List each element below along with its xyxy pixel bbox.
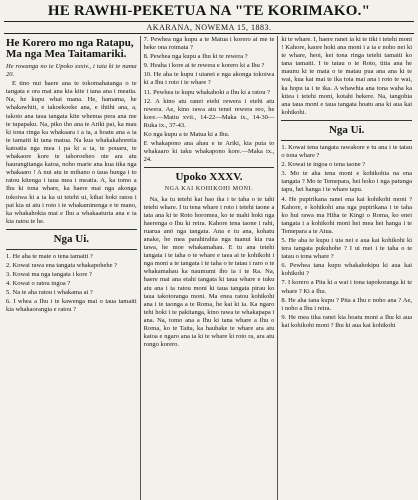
dateline: AKARANA, NOWEMA 15, 1883. xyxy=(4,21,414,34)
article-paragraph: E tino nui haere ana te tokomahatanga o te tangata e ora mai ana kia kite i tana ana i meatia. Na, he kupu whai mana. He, hamama, he whakawhiti, e takoekoeke ana, e ihiihi ana, a, takoto ana taua tangata kite whenua pera ana me te tupapaku. Na, piko iho ana te Ariki pai, ka mau ki tona ringa ka whakaara i a ia, a hoatu ana a ia te tamaiti ki tana matua. Na kua whakakahoretia katoatia nga mea i pa ki a ia, te pouaru, te whakaore kore te tahoroeheo ote ara atu haurangitanga katoa, noho marie ana kua tika nga whakaaro ! A nui atu te mihano o taua hunga i to ratou kitenga i taua mea i meatia. A, ka tomo a Ihu ki tona whare, ka haere mai nga akonga tokoiwa ki a ia ka ui tetehi ui, kihai hoki ratou i pai kia ui atu i roto i te whakaminenga e te mano, ka whakahokia mai e Ihu a whakaaturia ana e ia kia ratou te he. xyxy=(6,80,137,225)
article-title: He Korero mo nga Ratapu, Ma nga Mea Taitamariki. xyxy=(6,37,134,60)
question-item: 4. Kowai o ratou ingoa ? xyxy=(6,280,71,288)
section-heading: Nga Ui. xyxy=(328,123,365,136)
divider xyxy=(6,249,137,250)
article-paragraph: ki te whare. I, haere ranei ia ki te tiki i tetehi moni ! Kahore, kaore hoki ana moni i a ia e noho nei ki te whare, heoi, kei tona ringa tetehi tamaiti ko tana tamaiti. I te tatau o te Roto, titia ana he maunu ki te mata o te matau pua ana ana ki te wai, kua kai mai te ika toia mai ana i roto te wai, ka hopu ia i te ika. A whawhia ana tona waha ka kitea i tetehi moni, kotahi hekere. Na, tangohia ana taua moni e taua tangata hoatu ana ki aua kai kohikohi. xyxy=(281,36,413,116)
question-item: E whakapono ana ahau e te Ariki, kia puta to whakaaro ki taku whakapono kore.—Maka ix., 24. xyxy=(143,140,275,164)
question-item: 12. A kino atu ranei etehi rewera i etehi atu rewera. Ae, kino rawa atu tenei rewera reo, he kore.—Matiu xvii., 14-22—Maka ix., 14-30—Ruka ix., 37-43. xyxy=(143,97,275,129)
columns xyxy=(3,36,415,500)
divider xyxy=(6,229,137,230)
section-heading: Nga Ui. xyxy=(53,232,90,245)
question-item: Ko nga kupu a te Matua ki a Ihu. xyxy=(143,131,230,139)
question-item: 4. He pupirikana ranei ena kai kohikohi moni ? Kahore, e kohikohi ana nga pupirikana i te taha ko hui rawa ma Hiha te Kingi o Roma, ko enei tangata i a kohikohi moni hei mea hei hanga i te Temepara a te Atua. xyxy=(281,195,413,235)
article-paragraph: Na, ka tu tetehi kai hao ika i te taha o te tahi tetehi whare. I tu tena whare i roto i tetehi taone a tata ana ki te Roto horomea, ko te mahi hoki nga haerenga o Ihu ki reira. Kahore tena taone i rahi, ruarua anō nga tangata. Ana e tu ana, kohatu anake, he mea parahirahia nga tuanui kia rua tawa, he moe whakamahau. E tu ana tetehi tangata i te taha o te whare e taea ai te kohikohi i nga moni a te tangata i te taha o te tatau i raro o te whakamahau ka naumumi iho ia i te Ra. Na, haere mai ana etahi tangata ki taua whare e tuku atu ana i ta ratou moni ki taua tangata pirau ko taua takotoranga moni. Ma enea ratou kohikohi ana i te taonga a te Roma, he kai ki ia. Ka ngaro tehi hoki i te pakitanga, kino rawa te whakapapa i ana. Na, tomo ana a Ihu ki tana whare a Ihu o Roma, ko te Taita, ka hauhake te whare ara atu katoa e ngaro ana ia ki te whare ki roto ra, ara atu rongo korero. xyxy=(143,195,275,349)
question-item: 7. Pewhea nga kupu a te Matua i korero ai me te heke ona roimata ? xyxy=(143,36,275,52)
article-reference: He rowanga no te Upoko xxxiv., i taia ki te nama 20. xyxy=(6,63,137,79)
question-item: 8. He aha tana kupu ? Pita a Ihu e noho ana ? Ae, i noho a Ihu i reira. xyxy=(281,296,413,312)
section-heading: Upoko XXXV. xyxy=(175,171,243,184)
question-item: 9. He mea tika ranei kia hoatu moni a Ihu ki aua kai kohikohi moni ? Ihu ki aua kai kohikohi xyxy=(281,313,413,329)
question-item: 6. I whea a Ihu i te kawenga mai o taua tamaiti kia whakaorangia e ratou ? xyxy=(6,298,137,314)
question-item: 7. I korero a Pita ki a wai i tona tapokoranga ki te whare ? Ki a Ihu. xyxy=(281,279,413,295)
question-item: 11. Pewhea te kupu whakahoki a Ihu ki a ratou ? xyxy=(143,88,270,96)
divider xyxy=(281,120,412,121)
question-item: 10. He aha te kupu i uianei e nga akonga tokoiwa ki a Ihu i roto i te whare ? xyxy=(143,71,275,87)
question-item: 3. Mo te aha tena moni e kohikohia na ena tangata ? Mo te Temepara, hei hoko i nga patunga tapu, hei hanga i te whare tapu. xyxy=(281,170,413,194)
question-item: 5. Na te aha ratou i whakama ai ? xyxy=(6,289,93,297)
column-3 xyxy=(277,36,415,500)
column-1 xyxy=(3,36,140,500)
masthead: HE RAWHI-PEKETUA NA "TE KORIMAKO." xyxy=(47,3,371,19)
question-item: 1. Kowai tena tangata rawakore e tu ana i te tatau o tona whare ? xyxy=(281,143,413,160)
question-item: 8. Pewhea nga kupu a Ihu ki te rewera ? xyxy=(143,53,248,61)
question-item: 9. Heaha i kore ai te rewera e korero ki a Ihu ? xyxy=(143,62,265,70)
question-item: 2. Kowai rawa ena tangata whakapohehe ? xyxy=(6,261,117,269)
column-2 xyxy=(140,36,278,500)
section-subheading: NGA KAI KOHIKOHI MONI. xyxy=(164,186,254,193)
divider xyxy=(281,140,412,141)
question-item: 3. Kowai ma nga tangata i kore ? xyxy=(6,271,92,279)
question-item: 6. Pewhea tana kupu whakahokipu ki aua kai kohikohi ? xyxy=(281,262,413,278)
question-item: 2. Kowai te ingoa o tena taone ? xyxy=(281,161,366,169)
question-item: 1. He aha te mate o tena tamaiti ? xyxy=(6,252,93,260)
divider xyxy=(144,167,275,168)
question-item: 5. He aha te kupu i uia nei e aua kai kohikohi ki tera tangata pukuhohe ? I ui mei i te taha o te tatau o tona whare ? xyxy=(281,236,413,261)
